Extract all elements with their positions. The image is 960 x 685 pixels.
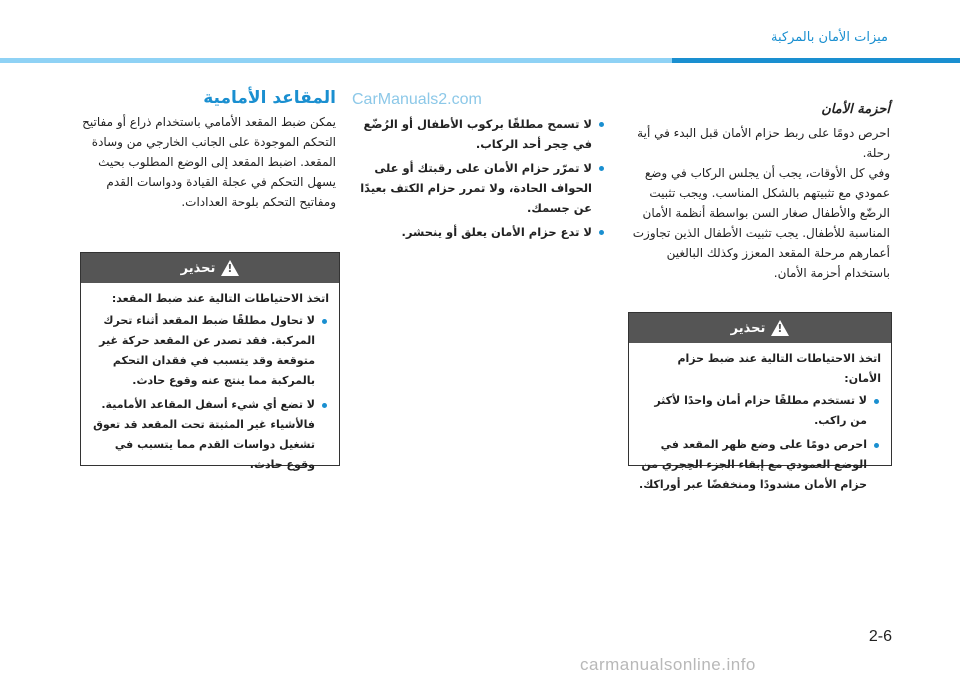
- list-item: لا تحاول مطلقًا ضبط المقعد أثناء تحرك المركبة. فقد تصدر عن المقعد حركة غير متوقعة وقد يتسبب في فقدان التحكم بالمركبة مما ينتج عنه وقوع حادث.: [91, 311, 329, 391]
- list-item: لا تمرّر حزام الأمان على رقبتك أو على الحواف الحادة، ولا تمرر حزام الكتف بعيدًا عن جسمك.: [354, 158, 606, 218]
- front-seats-section: [80, 88, 336, 212]
- seatbelts-paragraph-1: احرص دومًا على ربط حزام الأمان قبل البدء في أية رحلة.: [637, 126, 890, 160]
- watermark-bottom: carmanualsonline.info: [580, 655, 756, 674]
- seatbelts-heading: أحزمة الأمان: [821, 102, 890, 117]
- watermark-top: CarManuals2.com: [352, 91, 482, 108]
- warning-header: [81, 253, 339, 283]
- warning-label: تحذير: [180, 260, 216, 276]
- seat-adjust-warning-box: [80, 252, 340, 471]
- list-item: لا تضع أي شيء أسفل المقاعد الأمامية. فالأشياء غير المثبتة تحت المقعد قد تعوق تشغيل دواسات القدم مما يتسبب في وقوع حادث.: [91, 395, 329, 475]
- header-rule: [0, 58, 960, 63]
- warning-label: تحذير: [730, 320, 766, 336]
- list-item: لا تستخدم مطلقًا حزام أمان واحدًا لأكثر من راكب.: [639, 391, 881, 431]
- warning-header: [629, 313, 891, 343]
- seatbelts-paragraph-2: وفي كل الأوقات، يجب أن يجلس الركاب في وضع عمودي مع تثبيتهم بالشكل المناسب. ويجب تثبيت الرضّع والأطفال صغار السن بواسطة أنظمة الأمان المناسبة للأطفال. يجب تثبيت الأطفال الذين تجاوزت أعمارهم مرحلة المقعد المعزز وكذلك البالغين باستخدام أحزمة الأمان.: [632, 166, 890, 280]
- list-item: لا تسمح مطلقًا بركوب الأطفال أو الرُضّع في حِجر أحد الركاب.: [354, 114, 606, 154]
- seatbelt-warning-box: [628, 312, 892, 491]
- warning-intro: اتخذ الاحتياطات التالية عند ضبط المقعد:: [111, 292, 329, 305]
- page-number: 2-6: [868, 628, 892, 645]
- seatbelts-section: [628, 102, 890, 283]
- front-seats-paragraph: يمكن ضبط المقعد الأمامي باستخدام ذراع أو مفاتيح التحكم الموجودة على الجانب الخارجي من وسادة المقعد. اضبط المقعد إلى الوضع المطلوب بحيث يسهل التحكم في عجلة القيادة ودواسات القدم ومفاتيح التحكم بلوحة العدادات.: [82, 115, 336, 209]
- warning-triangle-icon: [221, 260, 239, 276]
- list-item: احرص دومًا على وضع ظهر المقعد في الوضع العمودي مع إبقاء الجزء الحِجري من حزام الأمان مشدودًا ومنخفضًا عبر أوراكك.: [639, 435, 881, 495]
- seatbelt-bullets: [354, 114, 606, 246]
- section-title: ميزات الأمان بالمركبة: [771, 30, 888, 45]
- warning-intro: اتخذ الاحتياطات التالية عند ضبط حزام الأمان:: [677, 352, 881, 385]
- front-seats-heading: المقاعد الأمامية: [203, 88, 336, 108]
- warning-triangle-icon: [771, 320, 789, 336]
- list-item: لا تدع حزام الأمان يعلق أو ينحشر.: [354, 222, 606, 242]
